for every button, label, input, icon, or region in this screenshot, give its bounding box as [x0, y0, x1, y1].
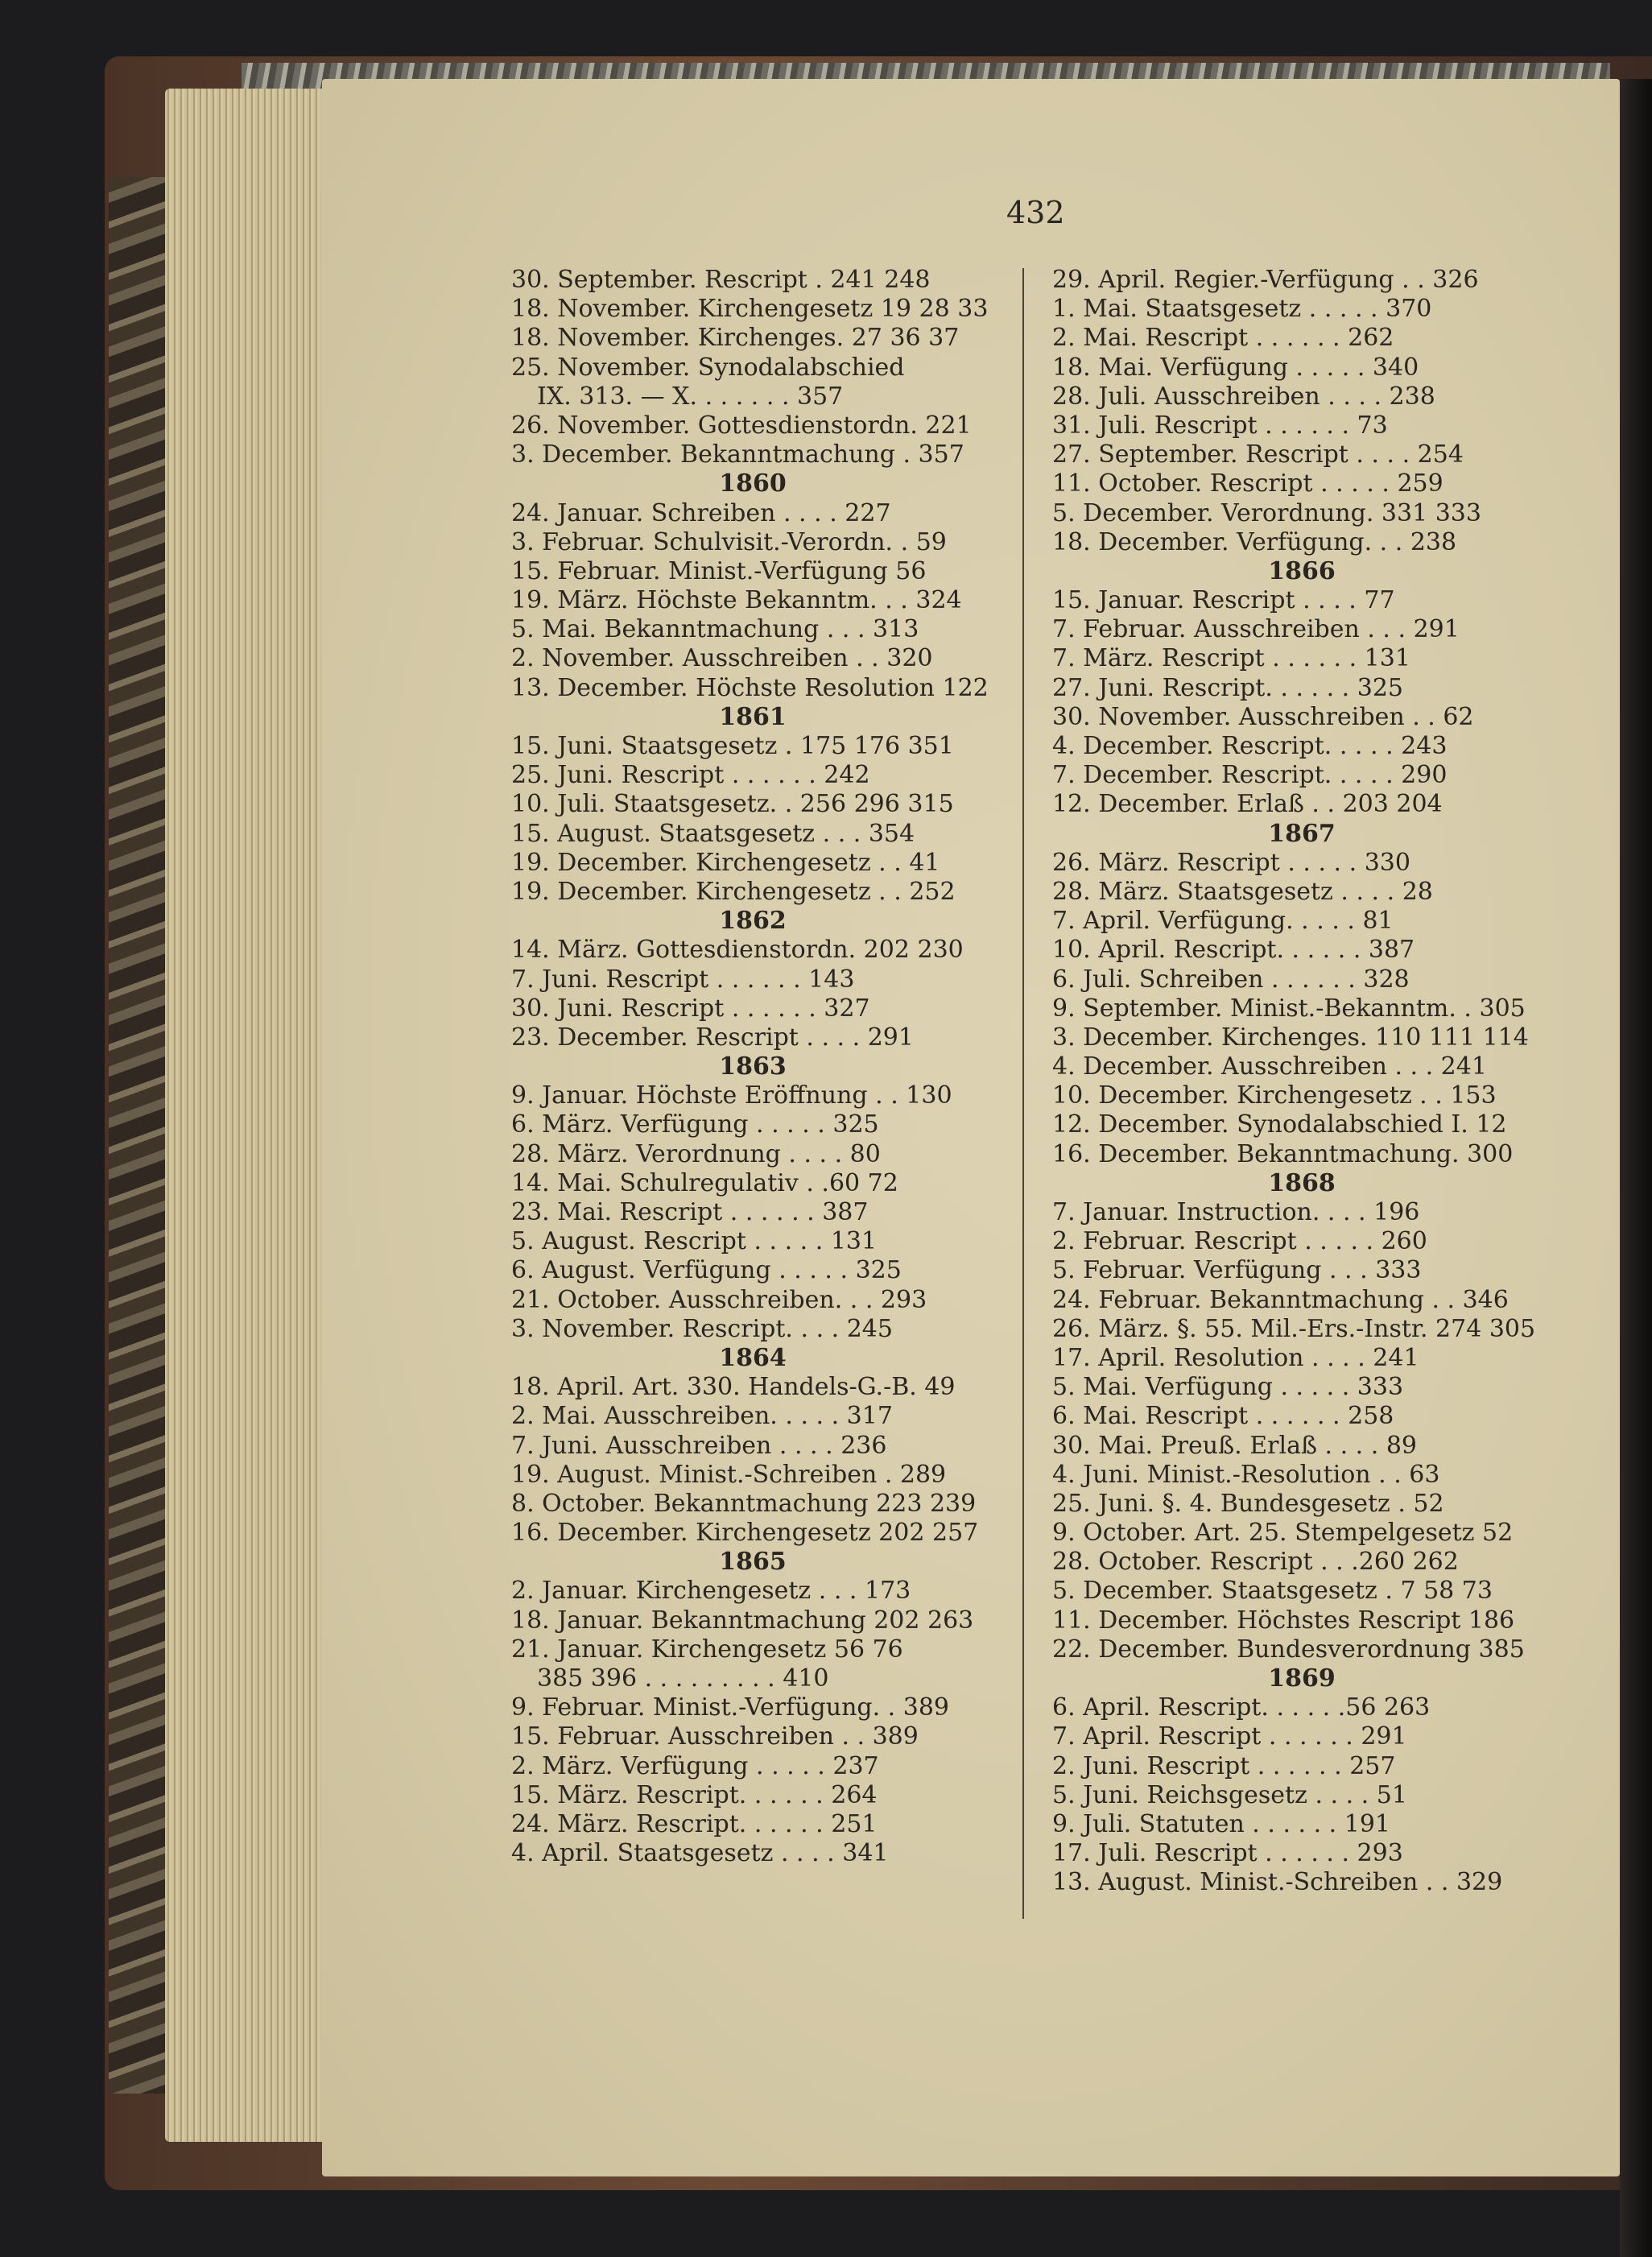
index-entry: 3. Februar. Schulvisit.-Verordn. . 59 [511, 527, 947, 556]
index-entry: 7. April. Verfügung. . . . . 81 [1052, 907, 1394, 936]
index-entry: 2. Mai. Rescript . . . . . . 262 [1052, 324, 1394, 353]
index-entry: 30. November. Ausschreiben . . 62 [1052, 702, 1474, 731]
index-entry: 15. Februar. Ausschreiben . . 389 [511, 1722, 919, 1751]
index-entry: 12. December. Erlaß . . 203 204 [1052, 790, 1443, 819]
index-entry: 4. December. Ausschreiben . . . 241 [1052, 1052, 1487, 1081]
index-entry: 5. Juni. Reichsgesetz . . . . 51 [1052, 1780, 1407, 1809]
index-entry: 12. December. Synodalabschied I. 12 [1052, 1110, 1507, 1139]
year-heading: 1866 [1268, 556, 1336, 585]
index-entry: 7. März. Rescript . . . . . . 131 [1052, 644, 1410, 673]
index-entry: 10. April. Rescript. . . . . . 387 [1052, 936, 1415, 965]
index-entry: 9. September. Minist.-Bekanntm. . 305 [1052, 994, 1526, 1023]
index-entry: 15. Februar. Minist.-Verfügung 56 [511, 556, 927, 585]
index-entry-continuation: IX. 313. — X. . . . . . . 357 [537, 382, 844, 411]
index-entry: 5. August. Rescript . . . . . 131 [511, 1227, 878, 1256]
index-entry: 7. Juni. Rescript . . . . . . 143 [511, 965, 855, 994]
year-heading: 1861 [719, 702, 787, 731]
index-entry: 17. Juli. Rescript . . . . . . 293 [1052, 1839, 1403, 1868]
index-entry: 7. Februar. Ausschreiben . . . 291 [1052, 615, 1460, 644]
index-entry: 25. Juni. §. 4. Bundesgesetz . 52 [1052, 1489, 1444, 1518]
index-entry: 2. Januar. Kirchengesetz . . . 173 [511, 1577, 911, 1606]
index-entry: 18. April. Art. 330. Handels-G.-B. 49 [511, 1373, 956, 1402]
index-entry: 7. December. Rescript. . . . . 290 [1052, 761, 1448, 790]
index-entry: 5. Mai. Bekanntmachung . . . 313 [511, 615, 919, 644]
index-entry: 13. December. Höchste Resolution 122 [511, 673, 989, 702]
index-entry: 28. März. Staatsgesetz . . . . 28 [1052, 877, 1433, 906]
index-entry: 24. Januar. Schreiben . . . . 227 [511, 498, 891, 527]
index-entry: 2. November. Ausschreiben . . 320 [511, 644, 933, 673]
index-entry: 8. October. Bekanntmachung 223 239 [511, 1489, 977, 1518]
index-entry: 25. Juni. Rescript . . . . . . 242 [511, 761, 870, 790]
index-entry: 3. November. Rescript. . . . 245 [511, 1314, 893, 1343]
index-entry: 2. Februar. Rescript . . . . . 260 [1052, 1227, 1427, 1256]
index-entry: 17. April. Resolution . . . . 241 [1052, 1343, 1419, 1372]
index-entry: 5. Mai. Verfügung . . . . . 333 [1052, 1373, 1404, 1402]
index-entry: 6. August. Verfügung . . . . . 325 [511, 1256, 902, 1285]
index-entry: 19. December. Kirchengesetz . . 252 [511, 877, 956, 906]
index-entry: 21. October. Ausschreiben. . . 293 [511, 1285, 927, 1314]
index-entry: 11. October. Rescript . . . . . 259 [1052, 469, 1443, 498]
index-entry: 26. November. Gottesdienstordn. 221 [511, 411, 972, 440]
index-entry: 3. December. Kirchenges. 110 111 114 [1052, 1023, 1529, 1052]
index-entry: 10. Juli. Staatsgesetz. . 256 296 315 [511, 790, 954, 819]
index-entry: 10. December. Kirchengesetz . . 153 [1052, 1081, 1497, 1110]
index-entry: 31. Juli. Rescript . . . . . . 73 [1052, 411, 1388, 440]
index-entry: 23. Mai. Rescript . . . . . . 387 [511, 1198, 869, 1226]
year-heading: 1869 [1268, 1664, 1336, 1693]
year-heading: 1865 [719, 1548, 787, 1577]
index-entry: 5. December. Staatsgesetz . 7 58 73 [1052, 1577, 1493, 1606]
index-entry: 6. Juli. Schreiben . . . . . . 328 [1052, 965, 1410, 994]
index-entry: 25. November. Synodalabschied [511, 353, 905, 382]
index-entry: 19. März. Höchste Bekanntm. . . 324 [511, 586, 962, 615]
index-entry: 5. Februar. Verfügung . . . 333 [1052, 1256, 1422, 1285]
index-entry: 16. December. Bekanntmachung. 300 [1052, 1139, 1514, 1168]
year-heading: 1867 [1268, 819, 1336, 848]
marbled-edge [109, 177, 165, 2094]
index-entry: 26. März. §. 55. Mil.-Ers.-Instr. 274 305 [1052, 1314, 1536, 1343]
index-entry: 11. December. Höchstes Rescript 186 [1052, 1606, 1515, 1635]
index-entry: 4. December. Rescript. . . . . 243 [1052, 732, 1448, 760]
index-entry: 18. November. Kirchengesetz 19 28 33 [511, 295, 989, 324]
index-entry: 2. Juni. Rescript . . . . . . 257 [1052, 1751, 1396, 1780]
index-entry: 18. November. Kirchenges. 27 36 37 [511, 324, 960, 353]
index-entry: 23. December. Rescript . . . . 291 [511, 1023, 914, 1052]
index-entry: 15. März. Rescript. . . . . . 264 [511, 1780, 878, 1809]
index-entry: 30. Juni. Rescript . . . . . . 327 [511, 994, 870, 1023]
index-entry: 13. August. Minist.-Schreiben . . 329 [1052, 1868, 1503, 1897]
index-entry: 7. Juni. Ausschreiben . . . . 236 [511, 1431, 887, 1460]
index-entry: 19. August. Minist.-Schreiben . 289 [511, 1460, 947, 1489]
index-entry: 14. März. Gottesdienstordn. 202 230 [511, 936, 964, 965]
index-entry: 14. Mai. Schulregulativ . .60 72 [511, 1168, 898, 1197]
index-entry: 24. Februar. Bekanntmachung . . 346 [1052, 1285, 1509, 1314]
index-entry: 4. April. Staatsgesetz . . . . 341 [511, 1839, 889, 1868]
index-entry: 7. Januar. Instruction. . . . 196 [1052, 1198, 1420, 1226]
index-entry: 30. September. Rescript . 241 248 [511, 266, 931, 294]
index-entry: 9. Februar. Minist.-Verfügung. . 389 [511, 1693, 950, 1722]
index-entry: 30. Mai. Preuß. Erlaß . . . . 89 [1052, 1431, 1417, 1460]
index-column-left [511, 266, 994, 1868]
index-entry: 15. August. Staatsgesetz . . . 354 [511, 819, 915, 848]
index-entry: 27. Juni. Rescript. . . . . . 325 [1052, 673, 1404, 702]
index-entry: 18. Mai. Verfügung . . . . . 340 [1052, 353, 1419, 382]
index-entry: 29. April. Regier.-Verfügung . . 326 [1052, 266, 1479, 294]
index-entry-continuation: 385 396 . . . . . . . . . 410 [537, 1664, 829, 1693]
index-entry: 5. December. Verordnung. 331 333 [1052, 498, 1481, 527]
index-entry: 21. Januar. Kirchengesetz 56 76 [511, 1635, 903, 1664]
year-heading: 1860 [719, 469, 787, 498]
index-entry: 18. Januar. Bekanntmachung 202 263 [511, 1606, 974, 1635]
index-entry: 28. März. Verordnung . . . . 80 [511, 1139, 881, 1168]
index-entry: 28. Juli. Ausschreiben . . . . 238 [1052, 382, 1435, 411]
index-entry: 7. April. Rescript . . . . . . 291 [1052, 1722, 1407, 1751]
year-heading: 1864 [719, 1343, 787, 1372]
year-heading: 1863 [719, 1052, 787, 1081]
index-entry: 15. Juni. Staatsgesetz . 175 176 351 [511, 732, 954, 760]
index-entry: 27. September. Rescript . . . . 254 [1052, 440, 1464, 469]
index-entry: 1. Mai. Staatsgesetz . . . . . 370 [1052, 295, 1432, 324]
year-heading: 1862 [719, 907, 787, 936]
index-entry: 9. Januar. Höchste Eröffnung . . 130 [511, 1081, 952, 1110]
index-entry: 24. März. Rescript. . . . . . 251 [511, 1809, 878, 1838]
index-entry: 9. Juli. Statuten . . . . . . 191 [1052, 1809, 1390, 1838]
index-entry: 15. Januar. Rescript . . . . 77 [1052, 586, 1395, 615]
index-entry: 16. December. Kirchengesetz 202 257 [511, 1519, 979, 1548]
index-entry: 3. December. Bekanntmachung . 357 [511, 440, 964, 469]
page-gutter-shadow [1620, 79, 1652, 2257]
index-entry: 22. December. Bundesverordnung 385 [1052, 1635, 1525, 1664]
index-entry: 2. März. Verfügung . . . . . 237 [511, 1751, 879, 1780]
column-divider [1022, 268, 1024, 1919]
index-entry: 4. Juni. Minist.-Resolution . . 63 [1052, 1460, 1440, 1489]
index-column-right [1052, 266, 1551, 1898]
index-entry: 28. October. Rescript . . .260 262 [1052, 1548, 1459, 1577]
index-entry: 18. December. Verfügung. . . 238 [1052, 527, 1457, 556]
index-entry: 9. October. Art. 25. Stempelgesetz 52 [1052, 1519, 1514, 1548]
year-heading: 1868 [1268, 1168, 1336, 1197]
page-stack-edge [165, 89, 338, 2142]
page-number: 432 [1006, 195, 1065, 230]
index-entry: 2. Mai. Ausschreiben. . . . . 317 [511, 1402, 893, 1431]
index-entry: 6. März. Verfügung . . . . . 325 [511, 1110, 879, 1139]
index-entry: 19. December. Kirchengesetz . . 41 [511, 848, 940, 877]
index-entry: 26. März. Rescript . . . . . 330 [1052, 848, 1410, 877]
index-entry: 6. Mai. Rescript . . . . . . 258 [1052, 1402, 1394, 1431]
index-entry: 6. April. Rescript. . . . . .56 263 [1052, 1693, 1431, 1722]
